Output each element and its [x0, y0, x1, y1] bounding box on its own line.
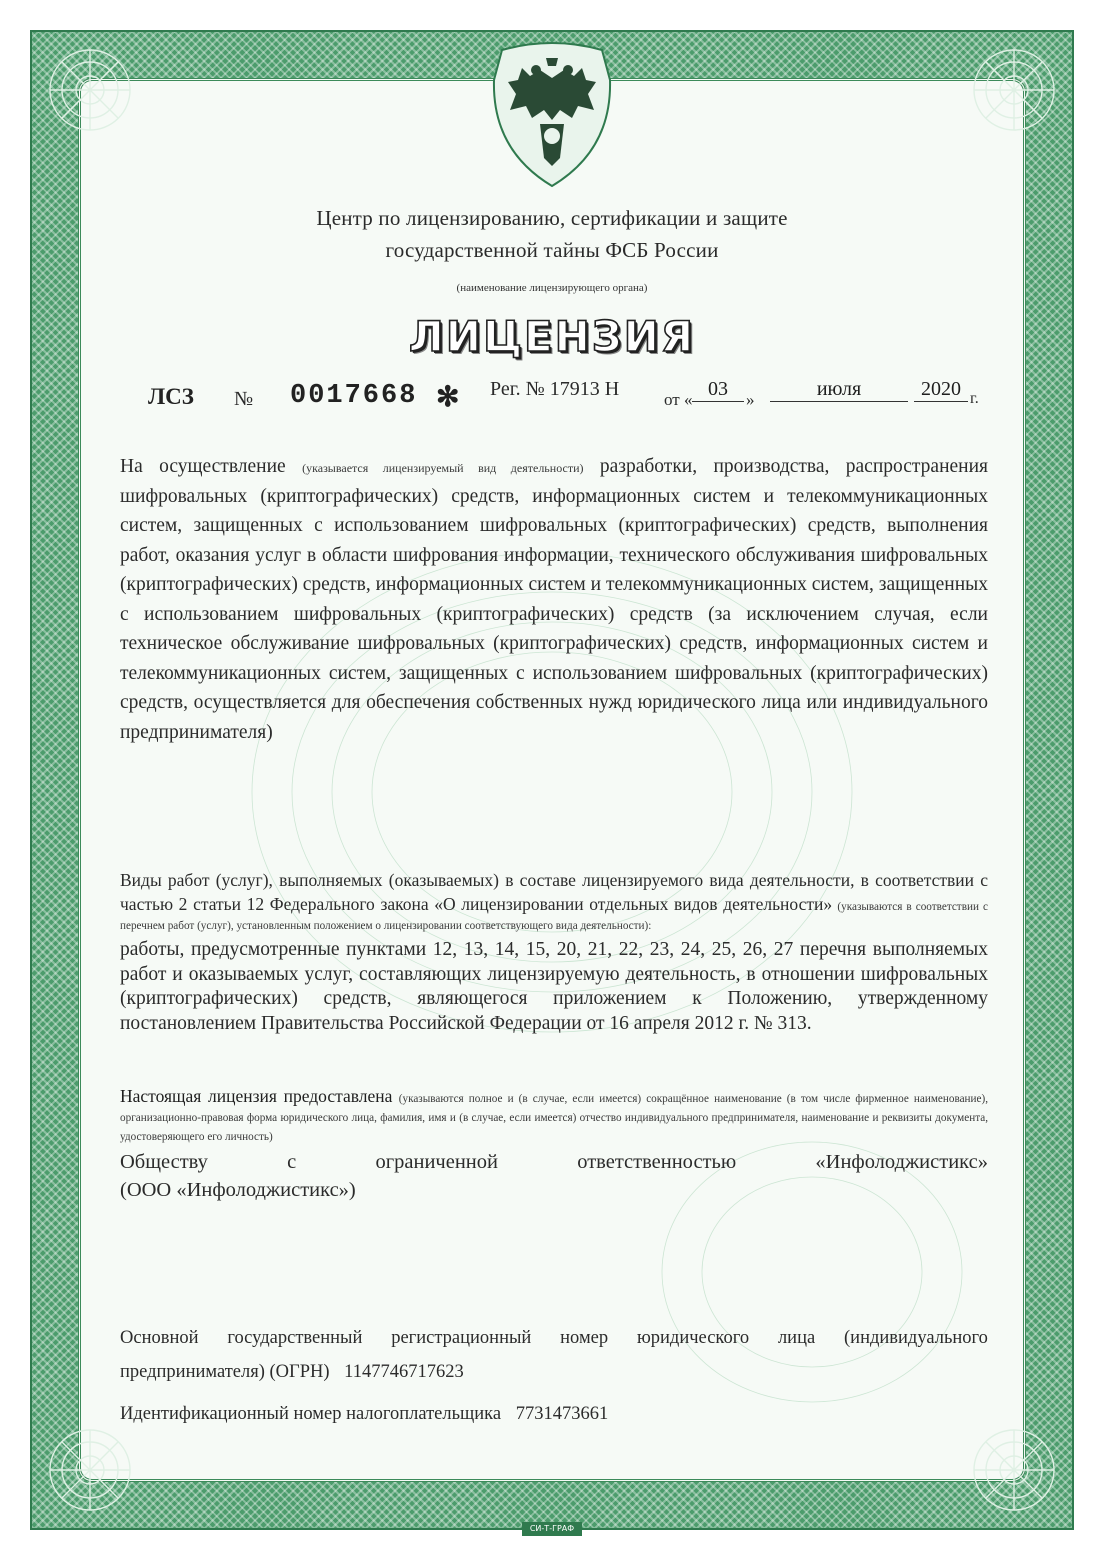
holder-word: ограниченной [375, 1151, 498, 1173]
ogrn-word: регистрационный [391, 1328, 532, 1348]
ogrn-word: государственный [227, 1328, 363, 1348]
holder-word: «Инфолоджистикс» [815, 1151, 988, 1173]
issue-month: июля [770, 378, 908, 402]
activity-note: (указывается лицензируемый вид деятельности) [302, 461, 584, 475]
printer-mark: СИ-Т-ГРАФ [522, 1522, 582, 1536]
number-sign: № [234, 388, 254, 410]
ogrn-line-1 [120, 1328, 988, 1349]
document-title: ЛИЦЕНЗИЯ [408, 312, 696, 361]
issue-day: 03 [692, 378, 744, 402]
holder-name [120, 1148, 988, 1176]
issue-year: 2020 [914, 378, 968, 402]
inn-line [120, 1404, 988, 1425]
ogrn-line-2 [120, 1362, 988, 1383]
ogrn-value: 1147746717623 [344, 1362, 464, 1382]
licensed-activity [120, 452, 988, 747]
ogrn-word: Основной [120, 1328, 199, 1348]
license-number: 0017668 [290, 381, 418, 411]
activity-lead: На осуществление [120, 456, 286, 477]
date-from-label: от « [664, 390, 693, 409]
authority-line-1: Центр по лицензированию, сертификации и защите [316, 206, 788, 230]
holder-word: с [287, 1151, 297, 1173]
works-lead: Виды работ (услуг), выполняемых (оказываемых) в составе лицензируемого вида деятельности, в соответствии с частью 2 статьи 12 Федерального закона «О лицензировании отдельных видов деятельности» [120, 870, 988, 914]
works-note: (указываются в соответствии с перечнем работ (услуг), установленным положением о лицензировании соответствующего вида деятельности): [120, 901, 988, 932]
authority-caption: (наименование лицензирующего органа) [456, 282, 648, 294]
holder-lead: Настоящая лицензия предоставлена [120, 1086, 393, 1106]
registration-number: Рег. № 17913 Н [490, 378, 620, 400]
license-series: ЛСЗ [148, 384, 194, 409]
ogrn-word: номер [560, 1328, 609, 1348]
activity-text: разработки, производства, распространения шифровальных (криптографических) средств, информационных систем и телекоммуникационных систем, защищенных с использованием шифровальных (криптографических) средств, выполнения работ, оказания услуг в области шифрования информации, технического обслуживания шифровальных (криптографических) средств, информационных систем и телекоммуникационных систем, защищенных с использованием шифровальных (криптографических) средств (за исключением случая, если техническое обслуживание шифровальных (криптографических) средств, информационных систем и телекоммуникационных систем, защищенных с использованием шифровальных (криптографических) средств, осуществляется для обеспечения собственных нужд юридического лица или индивидуального предпринимателя) [120, 456, 989, 743]
inn-label: Идентификационный номер налогоплательщика [120, 1404, 502, 1424]
ogrn-word: (индивидуального [844, 1328, 988, 1348]
holder-short-name: (ООО «Инфолоджистикс») [120, 1179, 356, 1201]
holder-note: (указываются полное и (в случае, если имеется) сокращённое наименование (в том числе фирменное наименование), организационно-правовая форма юридического лица, фамилия, имя и (в случае, если имеется) отчество индивидуального предпринимателя, наименование и реквизиты документа, удостоверяющего его личность) [120, 1093, 989, 1143]
star-mark-icon: ✻ [436, 382, 460, 413]
authority-line-2: государственной тайны ФСБ России [385, 238, 719, 262]
works-section [120, 868, 988, 1036]
ogrn-word: юридического [636, 1328, 750, 1348]
coat-of-arms-icon [482, 40, 622, 190]
holder-section [120, 1086, 988, 1204]
ogrn-label: предпринимателя) (ОГРН) [120, 1362, 330, 1382]
inn-value: 7731473661 [515, 1404, 609, 1424]
holder-word: Обществу [120, 1151, 208, 1173]
year-suffix: г. [970, 390, 979, 407]
holder-word: ответственностью [577, 1151, 737, 1173]
works-text: работы, предусмотренные пунктами 12, 13, 14, 15, 20, 21, 22, 23, 24, 25, 26, 27 перечня выполняемых работ и оказываемых услуг, составляющих лицензируемую деятельность, в отношении шифровальных (криптографических) средств, являющегося приложением к Положению, утвержденному постановлением Правительства Российской Федерации от 16 апреля 2012 г. № 313. [120, 939, 988, 1034]
ogrn-word: лица [777, 1328, 816, 1348]
date-day-close: » [746, 390, 755, 409]
